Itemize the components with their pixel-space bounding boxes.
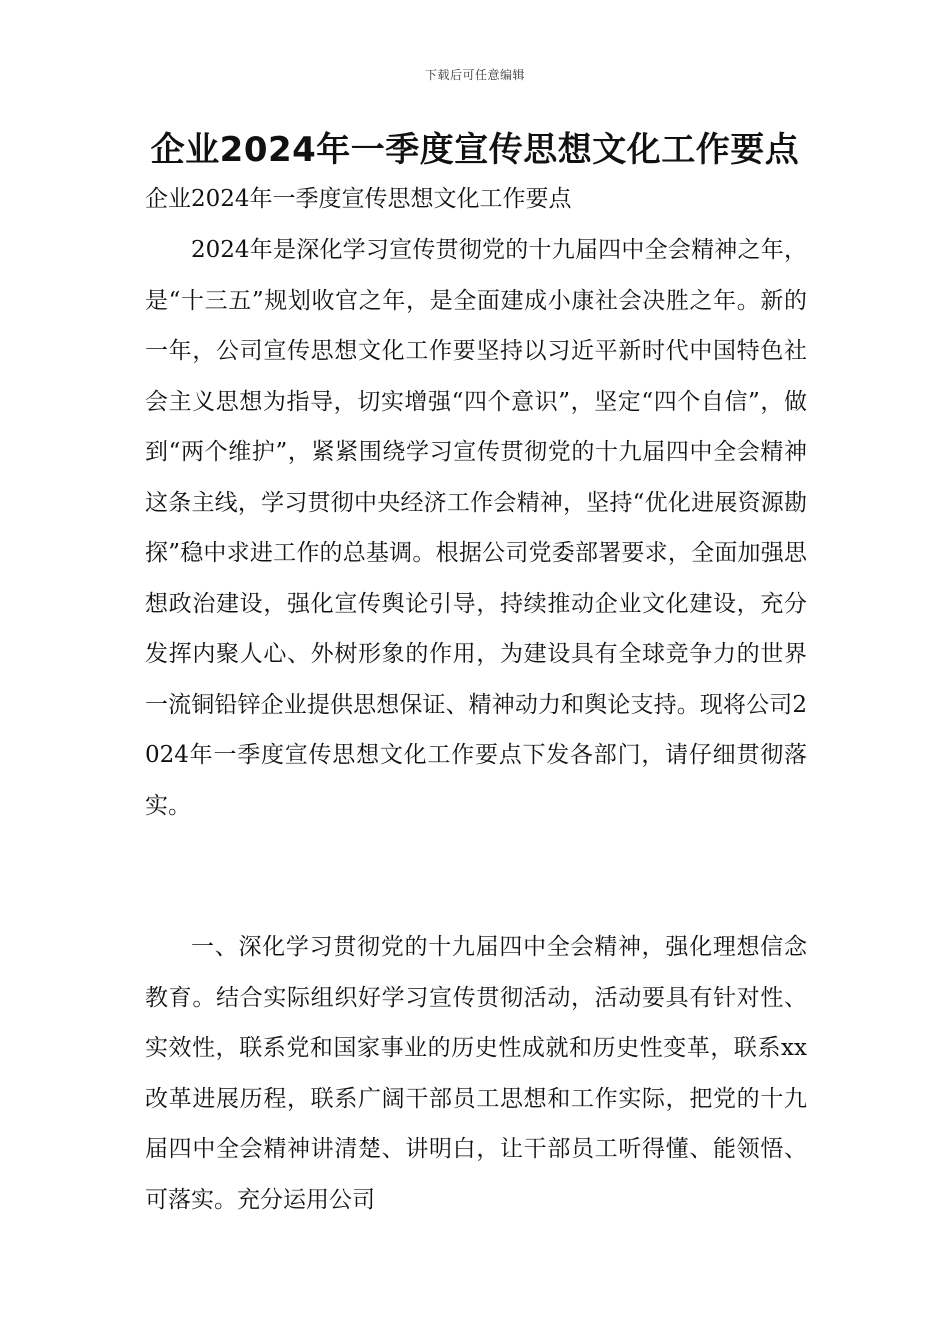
- paragraph-intro: 2024年是深化学习宣传贯彻党的十九届四中全会精神之年，是“十三五”规划收官之年，是全面建成小康社会决胜之年。新的一年，公司宣传思想文化工作要坚持以习近平新时代中国特色社会主义思想为指导，切实增强“四个意识”，坚定“四个自信”，做到“两个维护”，紧紧围绕学习宣传贯彻党的十九届四中全会精神这条主线，学习贯彻中央经济工作会精神，坚持“优化进展资源勘探”稳中求进工作的总基调。根据公司党委部署要求，全面加强思想政治建设，强化宣传舆论引导，持续推动企业文化建设，充分发挥内聚人心、外树形象的作用，为建设具有全球竞争力的世界一流铜铅锌企业提供思想保证、精神动力和舆论支持。现将公司2024年一季度宣传思想文化工作要点下发各部门，请仔细贯彻落实。: [145, 237, 807, 819]
- document-subtitle: 企业2024年一季度宣传思想文化工作要点: [145, 186, 572, 212]
- paragraph-section-1: 一、深化学习贯彻党的十九届四中全会精神，强化理想信念教育。结合实际组织好学习宣传贯彻活动，活动要具有针对性、实效性，联系党和国家事业的历史性成就和历史性变革，联系xx改革进展历程，联系广阔干部员工思想和工作实际，把党的十九届四中全会精神讲清楚、讲明白，让干部员工听得懂、能领悟、可落实。充分运用公司: [145, 934, 807, 1213]
- header-note: 下载后可任意编辑: [424, 68, 525, 82]
- document-title: 企业2024年一季度宣传思想文化工作要点: [150, 130, 800, 170]
